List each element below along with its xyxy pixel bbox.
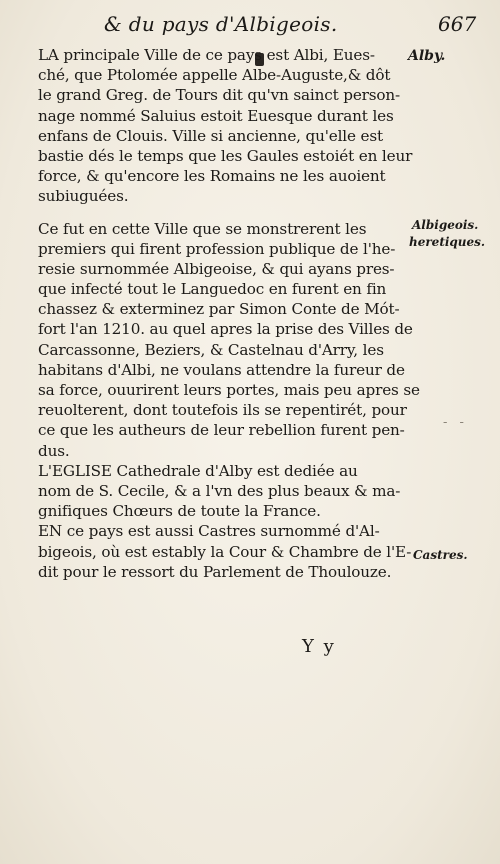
text-line: EN ce pays est aussi Castres surnommé d'Al- xyxy=(38,522,380,541)
text-line: nage nommé Saluius estoit Euesque durant les xyxy=(38,106,394,125)
text-line: ché, que Ptolomée appelle Albe-Auguste,& dôt xyxy=(38,66,391,85)
margin-note-heretiques: heretiques. xyxy=(409,235,486,249)
text-line: que infecté tout le Languedoc en furent en fin xyxy=(38,280,387,299)
body-text xyxy=(38,45,420,582)
running-head: & du pays d'Albigeois. xyxy=(104,12,338,36)
text-line: Ce fut en cette Ville que se monstrerent les xyxy=(38,219,367,238)
text-line: le grand Greg. de Tours dit qu'vn sainct person- xyxy=(38,86,401,105)
text-line: habitans d'Albi, ne voulans attendre la fureur de xyxy=(38,360,405,379)
signature-mark: Y y xyxy=(302,636,336,657)
text-line: bigeois, où est estably la Cour & Chambre de l'E- xyxy=(38,542,412,561)
text-line: reuolterent, dont toutefois ils se repentirét, pour xyxy=(38,401,407,420)
text-line: bastie dés le temps que les Gaules estoiét en leur xyxy=(38,146,413,165)
text-line: subiuguées. xyxy=(38,187,129,206)
text-line: ce que les autheurs de leur rebellion furent pen- xyxy=(38,421,405,440)
page-header xyxy=(0,12,500,42)
text-line: enfans de Clouis. Ville si ancienne, qu'elle est xyxy=(38,126,383,145)
page-number: 667 xyxy=(438,12,477,36)
text-line: LA principale Ville de ce pays est Albi, Eues- xyxy=(38,46,375,64)
text-line: L'EGLISE Cathedrale d'Alby est dediée au xyxy=(38,461,358,480)
text-line: premiers qui firent profession publique de l'he- xyxy=(38,239,396,258)
text-line: dus. xyxy=(38,441,70,460)
text-line: nom de S. Cecile, & a l'vn des plus beaux & ma- xyxy=(38,481,401,500)
margin-note-albi: Alby. xyxy=(408,48,446,64)
text-line: resie surnommée Albigeoise, & qui ayans pres- xyxy=(38,259,395,278)
text-line: Carcassonne, Beziers, & Castelnau d'Arry, les xyxy=(38,340,384,359)
margin-smudge: - - xyxy=(443,415,468,430)
text-line: gnifiques Chœurs de toute la France. xyxy=(38,502,321,521)
text-line: fort l'an 1210. au quel apres la prise des Villes de xyxy=(38,320,413,339)
text-line: force, & qu'encore les Romains ne les auoient xyxy=(38,167,386,186)
margin-note-castres: Castres. xyxy=(413,548,468,562)
margin-note-albigeois: Albigeois. xyxy=(412,218,479,232)
text-line: sa force, ouurirent leurs portes, mais peu apres se xyxy=(38,381,420,399)
text-line: chassez & exterminez par Simon Conte de Mót- xyxy=(38,300,400,319)
text-line: dit pour le ressort du Parlement de Thoulouze. xyxy=(38,562,392,581)
